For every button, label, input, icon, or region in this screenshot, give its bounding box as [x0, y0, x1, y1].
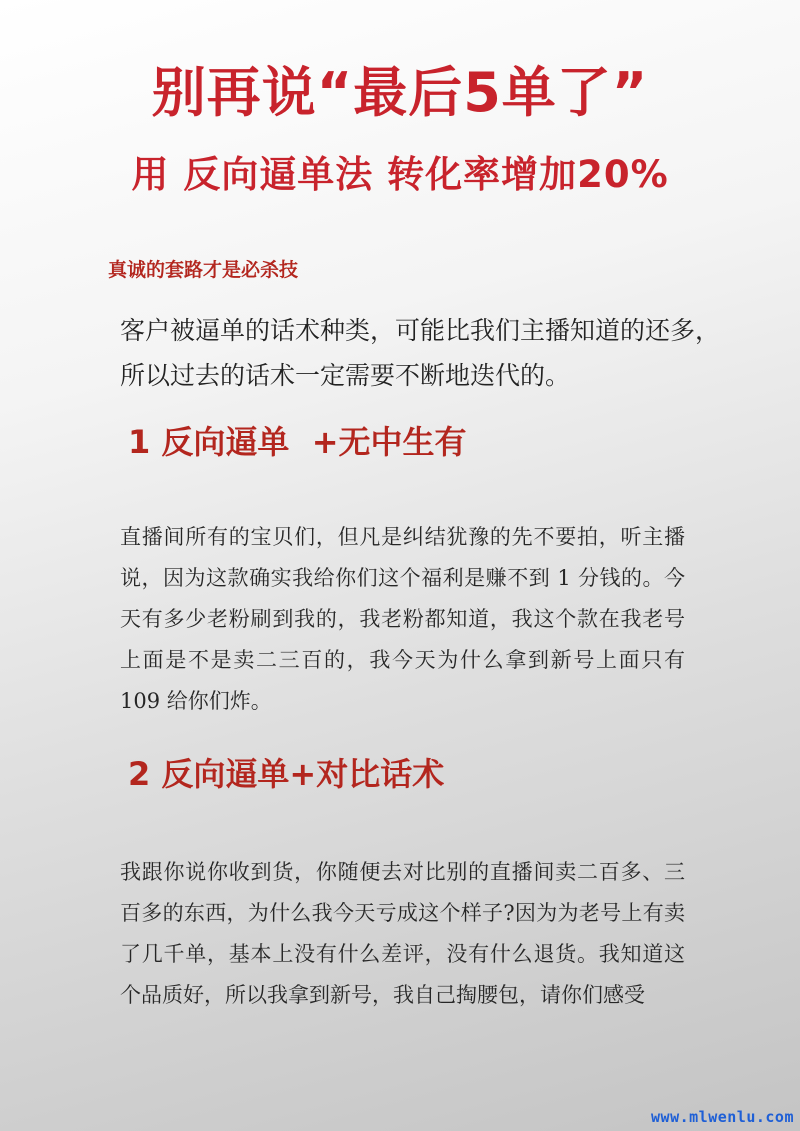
section-1-body: 直播间所有的宝贝们，但凡是纠结犹豫的先不要拍，听主播说，因为这款确实我给你们这个福利是赚不到 1 分钱的。今天有多少老粉刷到我的，我老粉都知道，我这个款在我老号上面是不是卖二三百的，我今天为什么拿到新号上面只有 109 给你们炸。 [120, 525, 685, 713]
main-title: 别再说“最后5单了” [151, 61, 649, 124]
intro-paragraph: 客户被逼单的话术种类，可能比我们主播知道的还多，所以过去的话术一定需要不断地迭代的。 [120, 316, 721, 390]
section-1-heading: 1 反向逼单 +无中生有 [128, 423, 467, 461]
tagline: 真诚的套路才是必杀技 [108, 259, 299, 281]
site-watermark: www.mlwenlu.com [651, 1108, 794, 1126]
section-2-heading: 2 反向逼单+对比话术 [128, 755, 445, 793]
section-2-body: 我跟你说你收到货，你随便去对比别的直播间卖二百多、三百多的东西，为什么我今天亏成这个样子?因为为老号上有卖了几千单，基本上没有什么差评，没有什么退货。我知道这个品质好，所以我拿到新号，我自己掏腰包，请你们感受 [120, 860, 685, 1007]
sub-title: 用 反向逼单法 转化率增加20% [131, 153, 669, 196]
